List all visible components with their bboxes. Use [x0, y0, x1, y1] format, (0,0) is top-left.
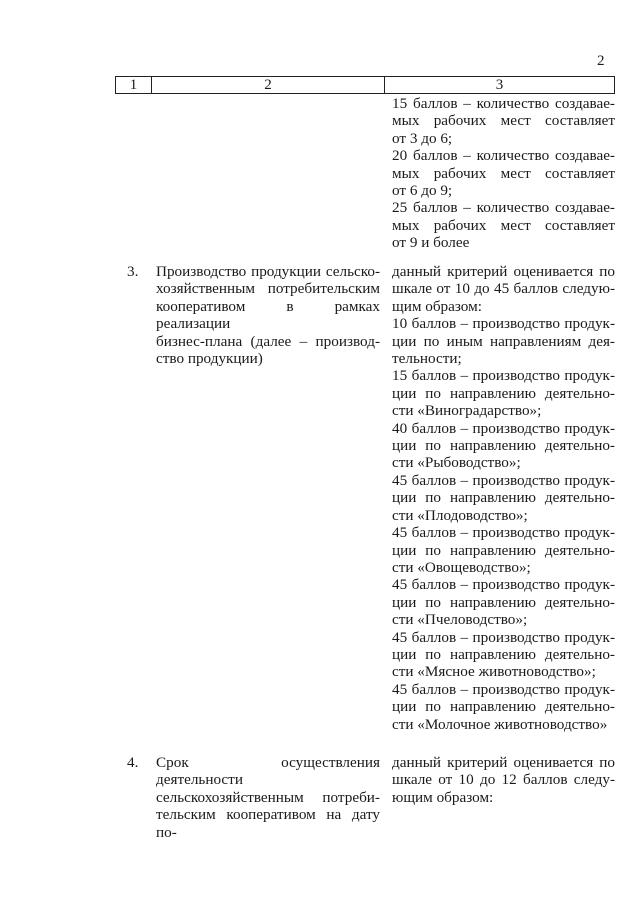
- evaluation-paragraph-line: 15 баллов – производство продук-: [392, 367, 615, 385]
- evaluation-paragraph-line: ции по направлению деятельно-: [392, 645, 615, 663]
- continuation-evaluation: [392, 95, 615, 252]
- evaluation-paragraph: [392, 524, 615, 576]
- evaluation-paragraph-line: от 9 и более: [392, 234, 470, 252]
- evaluation-paragraph-line: 20 баллов – количество создавае-: [392, 147, 615, 165]
- row-4-evaluation: [392, 754, 615, 806]
- evaluation-paragraph-line: сти «Виноградарство»;: [392, 402, 542, 420]
- evaluation-paragraph: [392, 472, 615, 524]
- evaluation-paragraph: [392, 367, 615, 419]
- evaluation-paragraph: [392, 199, 615, 251]
- evaluation-paragraph: [392, 315, 615, 367]
- evaluation-paragraph: [392, 576, 615, 628]
- page-number: 2: [597, 53, 605, 69]
- evaluation-paragraph: [392, 754, 615, 806]
- evaluation-paragraph-line: ции по направлению деятельно-: [392, 698, 615, 716]
- criterion-text-line: бизнес-плана (далее – производ-: [156, 332, 380, 350]
- criterion-text-line: Срок осуществления деятельности: [156, 754, 380, 789]
- evaluation-paragraph-line: шкале от 10 до 45 баллов следую-: [392, 280, 615, 298]
- criterion-text-line: кооперативом в рамках реализации: [156, 297, 380, 333]
- evaluation-paragraph-line: 45 баллов – производство продук-: [392, 524, 615, 542]
- evaluation-paragraph-line: 45 баллов – производство продук-: [392, 680, 615, 698]
- row-3-number: 3.: [127, 263, 139, 280]
- evaluation-paragraph-line: 45 баллов – производство продук-: [392, 576, 615, 594]
- row-3-evaluation: [392, 263, 615, 733]
- header-col-3: 3: [495, 77, 504, 93]
- evaluation-paragraph-line: щим образом:: [392, 297, 482, 315]
- evaluation-paragraph: [392, 263, 615, 315]
- evaluation-paragraph-line: сти «Пчеловодство»;: [392, 611, 528, 629]
- criterion-text: [156, 263, 380, 367]
- evaluation-paragraph-line: от 3 до 6;: [392, 129, 453, 147]
- criterion-text-line: ство продукции): [156, 350, 263, 368]
- evaluation-paragraph: [392, 420, 615, 472]
- evaluation-paragraph: [392, 629, 615, 681]
- evaluation-paragraph-line: сти «Овощеводство»;: [392, 558, 531, 576]
- evaluation-paragraph-line: ции по направлению деятельно-: [392, 593, 615, 611]
- evaluation-paragraph-line: ции по иным направлениям дея-: [392, 332, 615, 350]
- criterion-text-line: тельским кооперативом на дату по-: [156, 806, 380, 841]
- criterion-text-line: сельскохозяйственным потреби-: [156, 788, 380, 806]
- evaluation-paragraph-line: 40 баллов – производство продук-: [392, 419, 615, 437]
- evaluation-paragraph-line: сти «Плодоводство»;: [392, 506, 528, 524]
- evaluation-paragraph-line: мых рабочих мест составляет: [392, 216, 615, 234]
- evaluation-paragraph-line: мых рабочих мест составляет: [392, 164, 615, 182]
- criterion-text-line: Производство продукции сельско-: [156, 263, 380, 280]
- evaluation-paragraph-line: тельности;: [392, 350, 462, 368]
- evaluation-paragraph-line: сти «Мясное животноводство»;: [392, 663, 596, 681]
- evaluation-paragraph: [392, 681, 615, 733]
- header-col-1: 1: [116, 77, 152, 93]
- evaluation-paragraph-line: 45 баллов – производство продук-: [392, 471, 615, 489]
- table-header-row: [115, 76, 615, 94]
- evaluation-paragraph-line: ции по направлению деятельно-: [392, 541, 615, 559]
- evaluation-paragraph-line: данный критерий оценивается по: [392, 263, 615, 280]
- evaluation-paragraph-line: 45 баллов – производство продук-: [392, 628, 615, 646]
- evaluation-paragraph-line: шкале от 10 до 12 баллов следу-: [392, 771, 615, 789]
- evaluation-paragraph-line: 25 баллов – количество создавае-: [392, 199, 615, 217]
- row-4-number: 4.: [127, 754, 139, 771]
- evaluation-paragraph-line: ющим образом:: [392, 788, 494, 806]
- evaluation-paragraph: [392, 95, 615, 147]
- evaluation-paragraph-line: ции по направлению деятельно-: [392, 437, 615, 455]
- criterion-text-line: хозяйственным потребительским: [156, 280, 380, 298]
- evaluation-paragraph: [392, 147, 615, 199]
- evaluation-paragraph-line: от 6 до 9;: [392, 182, 453, 200]
- header-col-2: 2: [152, 77, 385, 93]
- criterion-text: [156, 754, 380, 841]
- evaluation-paragraph-line: сти «Рыбоводство»;: [392, 454, 521, 472]
- evaluation-paragraph-line: ции по направлению деятельно-: [392, 489, 615, 507]
- evaluation-paragraph-line: мых рабочих мест составляет: [392, 112, 615, 130]
- evaluation-paragraph-line: ции по направлению деятельно-: [392, 384, 615, 402]
- evaluation-paragraph-line: 15 баллов – количество создавае-: [392, 95, 615, 112]
- row-4-criterion: [156, 754, 380, 841]
- evaluation-paragraph-line: данный критерий оценивается по: [392, 754, 615, 771]
- evaluation-paragraph-line: сти «Молочное животноводство»: [392, 715, 608, 733]
- row-3-criterion: [156, 263, 380, 367]
- evaluation-paragraph-line: 10 баллов – производство продук-: [392, 315, 615, 333]
